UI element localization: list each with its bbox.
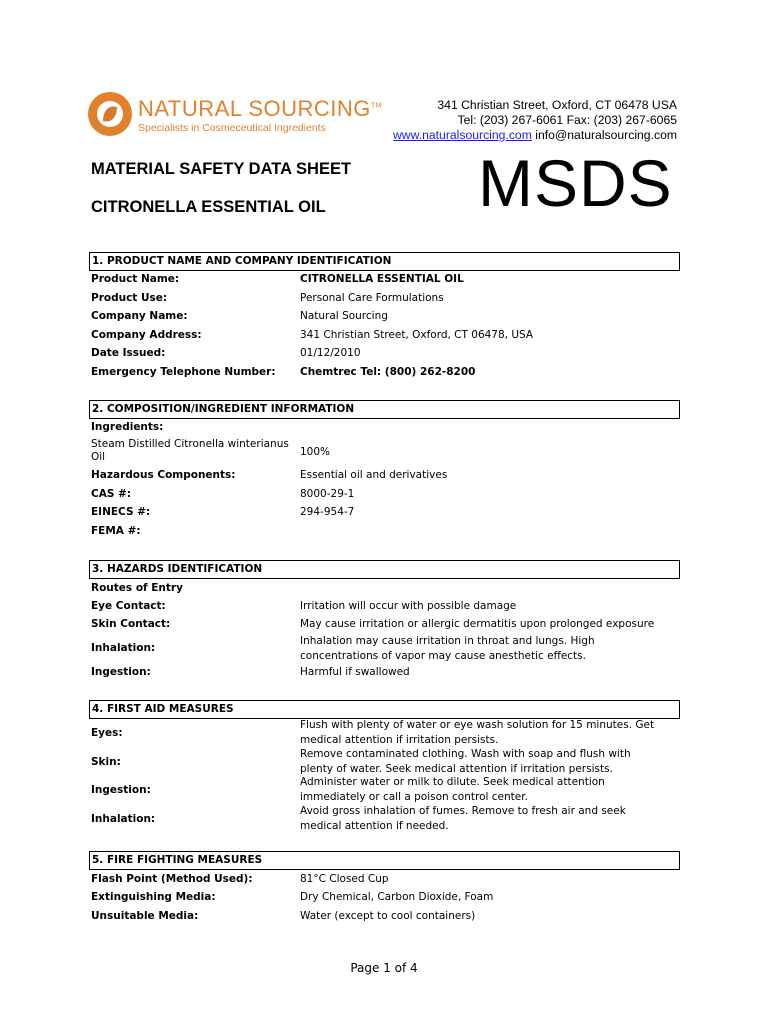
section-5-heading: 5. FIRE FIGHTING MEASURES (89, 851, 680, 870)
ingredients-label: Ingredients: (91, 421, 164, 433)
street-address: 341 Christian Street, Oxford, CT 06478 USA (437, 98, 677, 112)
row-label: Unsuitable Media: (91, 910, 199, 922)
section-2-heading: 2. COMPOSITION/INGREDIENT INFORMATION (89, 400, 680, 419)
row-label: Company Name: (91, 310, 188, 322)
row-value: Avoid gross inhalation of fumes. Remove to fresh air and seek medical attention if needed. (300, 805, 626, 832)
row-label: Product Use: (91, 292, 168, 304)
section-3-heading: 3. HAZARDS IDENTIFICATION (89, 560, 680, 579)
row-value: May cause irritation or allergic dermatitis upon prolonged exposure (300, 618, 655, 630)
row-label: Inhalation: (91, 642, 156, 654)
row-value: Water (except to cool containers) (300, 910, 476, 922)
row-value: CITRONELLA ESSENTIAL OIL (300, 273, 464, 285)
row-value: Dry Chemical, Carbon Dioxide, Foam (300, 891, 494, 903)
row-value: Irritation will occur with possible damage (300, 600, 517, 612)
row-label: Extinguishing Media: (91, 891, 216, 903)
row-label: Company Address: (91, 329, 202, 341)
product-title: CITRONELLA ESSENTIAL OIL (91, 198, 326, 216)
row-label: Eye Contact: (91, 600, 166, 612)
company-logo (88, 92, 388, 138)
row-value: 8000-29-1 (300, 488, 355, 500)
row-value: Harmful if swallowed (300, 666, 410, 678)
row-label: Eyes: (91, 727, 123, 739)
row-label: Ingestion: (91, 666, 151, 678)
row-value: Remove contaminated clothing. Wash with soap and flush with plenty of water. Seek medical attention if irritation persists. (300, 748, 631, 775)
document-title: MATERIAL SAFETY DATA SHEET (91, 160, 352, 178)
row-value: 01/12/2010 (300, 347, 361, 359)
row-value: Natural Sourcing (300, 310, 388, 322)
row-label: Ingestion: (91, 784, 151, 796)
row-label: Hazardous Components: (91, 469, 236, 481)
row-label: Flash Point (Method Used): (91, 873, 253, 885)
row-label: Inhalation: (91, 813, 156, 825)
row-label: FEMA #: (91, 525, 141, 537)
page-number: Page 1 of 4 (350, 961, 418, 975)
row-label: EINECS #: (91, 506, 151, 518)
website-link[interactable]: www.naturalsourcing.com (392, 128, 532, 142)
row-label: Skin Contact: (91, 618, 171, 630)
msds-badge: MSDS (478, 146, 673, 220)
row-label: Product Name: (91, 273, 180, 285)
row-label: Date Issued: (91, 347, 166, 359)
section-1-heading: 1. PRODUCT NAME AND COMPANY IDENTIFICATION (89, 252, 680, 271)
ingredient-name: Steam Distilled Citronella winterianus Oil (91, 438, 289, 463)
routes-of-entry: Routes of Entry (91, 582, 183, 594)
row-value: Administer water or milk to dilute. Seek medical attention immediately or call a poison control center. (300, 776, 605, 803)
phone-fax: Tel: (203) 267-6061 Fax: (203) 267-6065 (457, 113, 677, 127)
row-value: 81°C Closed Cup (300, 873, 389, 885)
row-value: Personal Care Formulations (300, 292, 444, 304)
row-value: 341 Christian Street, Oxford, CT 06478, USA (300, 329, 534, 341)
row-label: Emergency Telephone Number: (91, 366, 276, 378)
web-email (393, 128, 677, 143)
row-value: Flush with plenty of water or eye wash solution for 15 minutes. Get medical attention if irritation persists. (300, 719, 655, 746)
row-value: 294-954-7 (300, 506, 355, 518)
row-value: Chemtrec Tel: (800) 262-8200 (300, 366, 476, 378)
row-label: CAS #: (91, 488, 132, 500)
email: info@naturalsourcing.com (535, 128, 677, 142)
row-label: Skin: (91, 756, 121, 768)
section-4-heading: 4. FIRST AID MEASURES (89, 700, 680, 719)
ingredient-percent: 100% (300, 446, 331, 458)
contact-block (393, 98, 677, 143)
logo-name: NATURAL SOURCING™ (138, 96, 383, 121)
row-value: Essential oil and derivatives (300, 469, 448, 481)
logo-tagline: Specialists in Cosmeceutical Ingredients (138, 122, 326, 134)
trademark: TM (370, 102, 383, 110)
row-value: Inhalation may cause irritation in throat and lungs. High concentrations of vapor may cause anesthetic effects. (300, 635, 595, 662)
